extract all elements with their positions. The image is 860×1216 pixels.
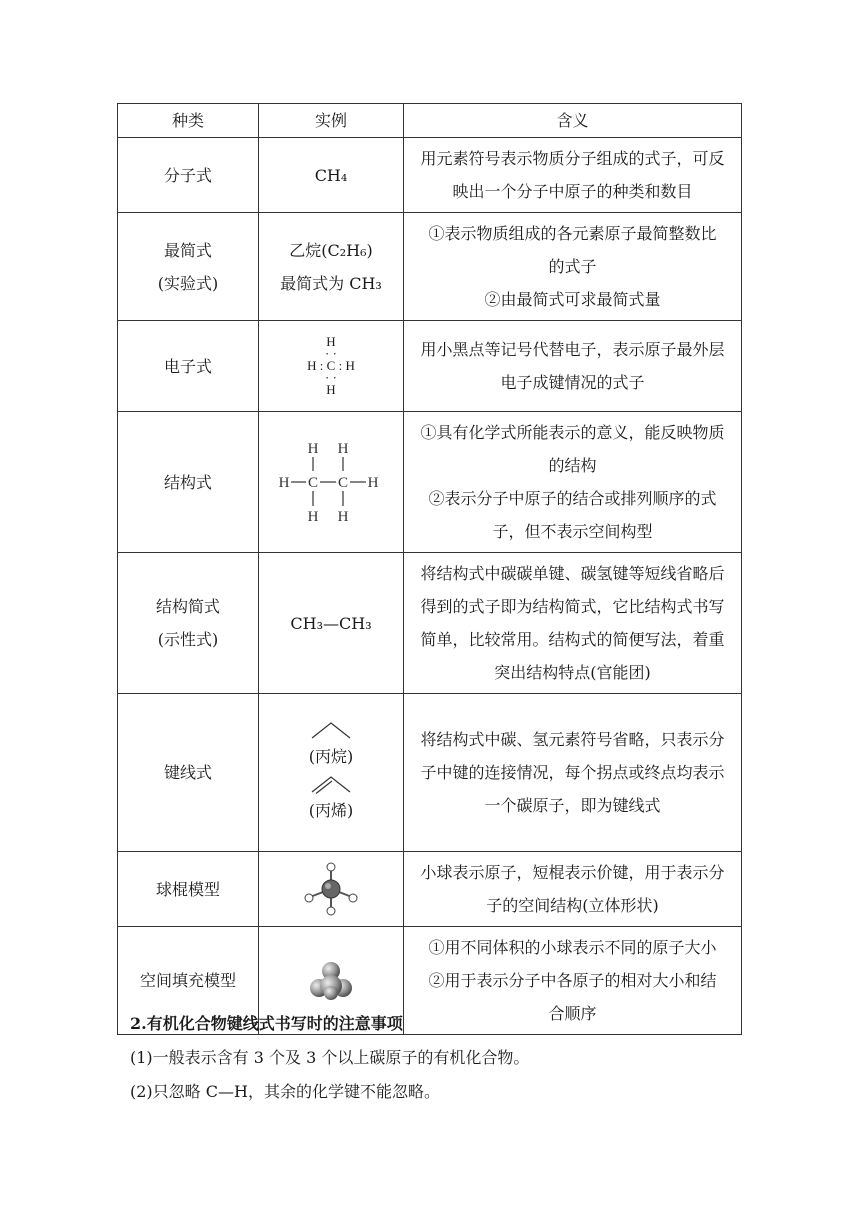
meaning-text: 将结构式中碳、氢元素符号省略，只表示分 (420, 730, 725, 749)
meaning-cell (404, 321, 742, 412)
note-item: (1)一般表示含有 3 个及 3 个以上碳原子的有机化合物。 (130, 1048, 530, 1067)
svg-text:C: C (307, 475, 319, 491)
meaning-text: 的式子 (548, 257, 597, 276)
example-cell (259, 213, 404, 321)
meaning-text: ①具有化学式所能表示的意义，能反映物质 (420, 423, 725, 442)
meaning-text: ②用于表示分子中各原子的相对大小和结 (428, 971, 717, 990)
lewis-middle: H : C : H (307, 358, 355, 373)
meaning-cell (404, 694, 742, 852)
meaning-text: 的结构 (548, 456, 597, 475)
example-cell (259, 694, 404, 852)
table-row (118, 553, 742, 694)
meaning-text: 得到的式子即为结构简式，它比结构式书写 (420, 597, 725, 616)
svg-text:H: H (307, 509, 319, 525)
meaning-text: 合顺序 (548, 1004, 597, 1023)
example-text: CH₃—CH₃ (290, 613, 372, 633)
lewis-dots: · · (325, 346, 337, 361)
kind-text: 键线式 (163, 763, 212, 782)
example-text: CH₄ (314, 165, 348, 185)
lewis-top-atom: H (326, 334, 336, 349)
notes-heading: 2.有机化合物键线式书写时的注意事项 (130, 1014, 403, 1033)
example-cell (259, 138, 404, 213)
example-cell (259, 852, 404, 927)
kind-cell (118, 694, 259, 852)
meaning-text: 用元素符号表示物质分子组成的式子，可反 (420, 149, 725, 168)
meaning-text: ①用不同体积的小球表示不同的原子大小 (428, 938, 717, 957)
svg-text:H: H (337, 441, 349, 457)
propane-label: (丙烷) (308, 746, 354, 766)
kind-text: (示性式) (157, 630, 219, 649)
meaning-text: 子的空间结构(立体形状) (486, 896, 659, 915)
svg-text:H: H (367, 475, 379, 491)
kind-text: 电子式 (163, 356, 212, 376)
kind-cell (118, 321, 259, 412)
propane-skeletal-image (309, 719, 353, 741)
header-kind: 种类 (118, 104, 259, 138)
meaning-cell (404, 213, 742, 321)
meaning-text: 简单，比较常用。结构式的简便写法，着重 (420, 630, 725, 649)
kind-text: 球棍模型 (155, 879, 220, 899)
notes-section (130, 1007, 750, 1109)
meaning-text: 子中键的连接情况，每个拐点或终点均表示 (420, 763, 725, 782)
meaning-cell (404, 852, 742, 927)
table-row (118, 213, 742, 321)
ball-and-stick-model-image (301, 861, 361, 917)
lewis-dots: · · (325, 370, 337, 385)
header-meaning: 含义 (404, 104, 742, 138)
meaning-text: 电子成键情况的式子 (500, 373, 645, 392)
kind-cell (118, 138, 259, 213)
meaning-text: 将结构式中碳碳单键、碳氢键等短线省略后 (420, 564, 725, 583)
table-row (118, 412, 742, 553)
meaning-cell (404, 553, 742, 694)
meaning-text: ②由最简式可求最简式量 (484, 290, 661, 309)
formula-table (117, 103, 742, 1035)
table-row (118, 694, 742, 852)
note-item: (2)只忽略 C—H，其余的化学键不能忽略。 (130, 1082, 440, 1101)
kind-cell (118, 553, 259, 694)
kind-text: 分子式 (163, 165, 212, 185)
svg-text:H: H (337, 509, 349, 525)
kind-text: 空间填充模型 (139, 971, 236, 990)
kind-cell (118, 412, 259, 553)
meaning-text: 突出结构特点(官能团) (494, 663, 651, 682)
table-row (118, 321, 742, 412)
meaning-cell (404, 138, 742, 213)
meaning-text: ①表示物质组成的各元素原子最简整数比 (428, 224, 717, 243)
table-header-row (118, 104, 742, 138)
space-filling-model-image (309, 961, 353, 1001)
kind-text: 结构简式 (155, 597, 220, 616)
kind-cell (118, 213, 259, 321)
meaning-cell (404, 412, 742, 553)
kind-text: (实验式) (157, 273, 219, 293)
meaning-text: 用小黑点等记号代替电子，表示原子最外层 (420, 340, 725, 359)
example-cell (259, 553, 404, 694)
electron-dot-formula (265, 334, 397, 398)
meaning-text: 映出一个分子中原子的种类和数目 (452, 182, 693, 201)
kind-cell (118, 852, 259, 927)
meaning-text: 子，但不表示空间构型 (492, 522, 653, 541)
svg-text:C: C (337, 475, 349, 491)
example-cell (259, 412, 404, 553)
propene-label: (丙烯) (308, 800, 354, 820)
structural-formula-image (276, 437, 386, 527)
meaning-text: 一个碳原子，即为键线式 (484, 796, 661, 815)
table-row (118, 852, 742, 927)
propene-skeletal-image (309, 773, 353, 795)
meaning-text: 小球表示原子，短棍表示价键，用于表示分 (420, 863, 725, 882)
meaning-text: ②表示分子中原子的结合或排列顺序的式 (428, 489, 717, 508)
lewis-bottom-atom: H (326, 382, 336, 397)
svg-text:H: H (278, 475, 290, 491)
example-text: 乙烷(C₂H₆) (289, 240, 373, 260)
header-example: 实例 (259, 104, 404, 138)
kind-text: 最简式 (163, 240, 212, 260)
table-row (118, 138, 742, 213)
example-cell (259, 321, 404, 412)
kind-text: 结构式 (163, 472, 212, 492)
svg-text:H: H (307, 441, 319, 457)
example-text: 最简式为 CH₃ (280, 273, 382, 293)
